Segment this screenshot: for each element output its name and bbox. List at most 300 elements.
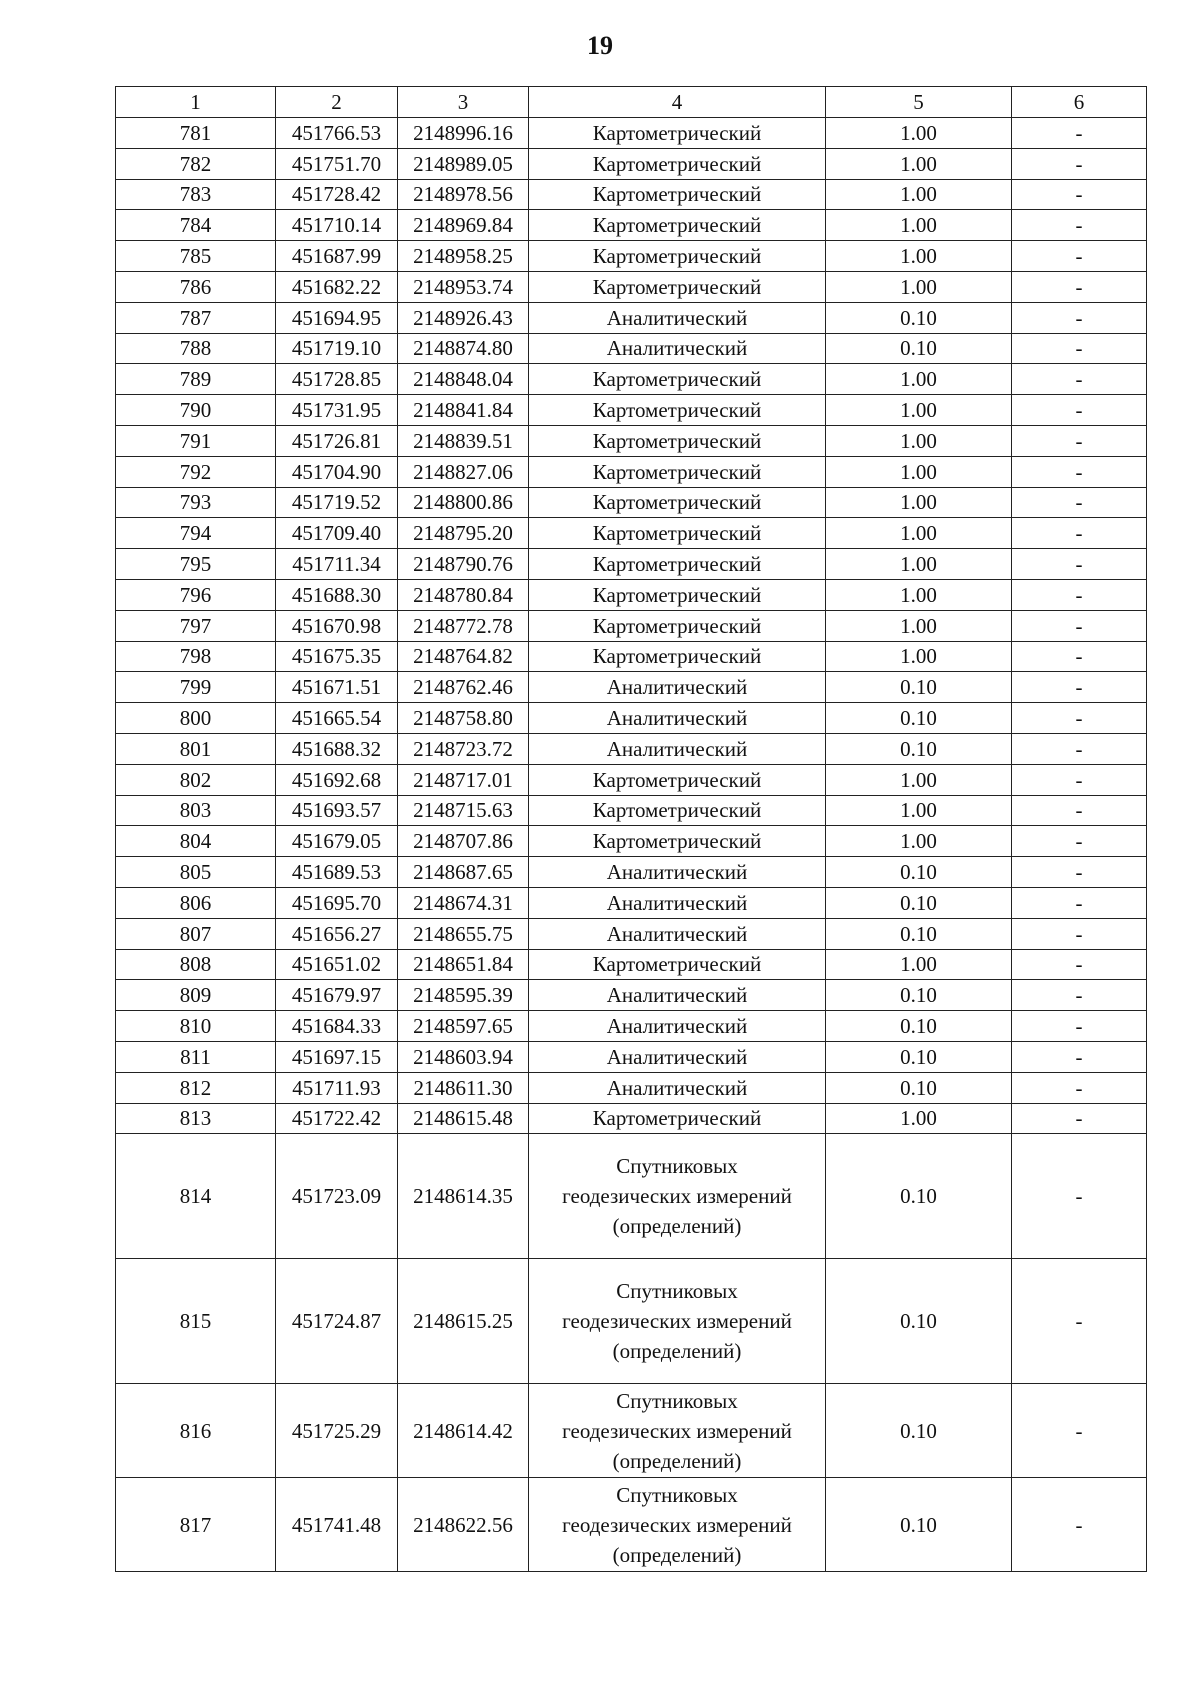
y-coordinate-cell: 2148953.74 [398,271,529,302]
point-number-cell: 812 [116,1072,276,1103]
x-coordinate-cell: 451710.14 [276,210,398,241]
note-cell: - [1012,1011,1147,1042]
method-line: геодезических измерений [562,1512,792,1537]
method-line: Картометрический [592,244,762,269]
method-line: Картометрический [592,274,762,299]
x-coordinate-cell: 451695.70 [276,887,398,918]
point-number-cell: 781 [116,118,276,149]
point-number-cell: 807 [116,918,276,949]
table-row [116,241,1147,272]
method-cell [529,148,826,179]
method-line: Картометрический [592,428,762,453]
method-cell [529,1384,826,1478]
method-line: Картометрический [592,582,762,607]
method-cell [529,549,826,580]
point-number-cell: 785 [116,241,276,272]
note-cell: - [1012,826,1147,857]
accuracy-cell: 1.00 [826,641,1012,672]
x-coordinate-cell: 451679.97 [276,980,398,1011]
accuracy-cell: 1.00 [826,179,1012,210]
method-line: Аналитический [606,860,748,885]
x-coordinate-cell: 451671.51 [276,672,398,703]
x-coordinate-cell: 451709.40 [276,518,398,549]
x-coordinate-cell: 451688.32 [276,733,398,764]
note-cell: - [1012,333,1147,364]
method-line: Картометрический [592,367,762,392]
accuracy-cell: 1.00 [826,1103,1012,1134]
y-coordinate-cell: 2148614.42 [398,1384,529,1478]
point-number-cell: 786 [116,271,276,302]
y-coordinate-cell: 2148717.01 [398,764,529,795]
method-cell [529,857,826,888]
x-coordinate-cell: 451675.35 [276,641,398,672]
table-row [116,826,1147,857]
point-number-cell: 817 [116,1478,276,1572]
accuracy-cell: 1.00 [826,271,1012,302]
point-number-cell: 813 [116,1103,276,1134]
method-line: Спутниковых [616,1482,738,1507]
method-line: Картометрический [592,552,762,577]
table-row [116,641,1147,672]
accuracy-cell: 0.10 [826,703,1012,734]
method-line: (определений) [612,1214,742,1239]
note-cell: - [1012,271,1147,302]
table-row [116,795,1147,826]
method-cell [529,1011,826,1042]
method-cell [529,764,826,795]
table-row [116,1103,1147,1134]
point-number-cell: 798 [116,641,276,672]
note-cell: - [1012,703,1147,734]
point-number-cell: 803 [116,795,276,826]
y-coordinate-cell: 2148969.84 [398,210,529,241]
method-line: Картометрический [592,120,762,145]
y-coordinate-cell: 2148795.20 [398,518,529,549]
x-coordinate-cell: 451679.05 [276,826,398,857]
accuracy-cell: 1.00 [826,610,1012,641]
note-cell: - [1012,795,1147,826]
note-cell: - [1012,1072,1147,1103]
method-cell [529,918,826,949]
table-row [116,764,1147,795]
method-cell [529,1259,826,1384]
note-cell: - [1012,949,1147,980]
y-coordinate-cell: 2148723.72 [398,733,529,764]
note-cell: - [1012,1103,1147,1134]
point-number-cell: 815 [116,1259,276,1384]
note-cell: - [1012,918,1147,949]
x-coordinate-cell: 451704.90 [276,456,398,487]
x-coordinate-cell: 451728.42 [276,179,398,210]
table-body [116,118,1147,1572]
method-cell [529,302,826,333]
accuracy-cell: 1.00 [826,364,1012,395]
table-row [116,980,1147,1011]
method-line: Аналитический [606,336,748,361]
table-row [116,395,1147,426]
method-line: (определений) [612,1448,742,1473]
table-row [116,302,1147,333]
method-line: Картометрический [592,398,762,423]
x-coordinate-cell: 451693.57 [276,795,398,826]
method-cell [529,703,826,734]
point-number-cell: 782 [116,148,276,179]
point-number-cell: 805 [116,857,276,888]
method-cell [529,333,826,364]
table-row [116,918,1147,949]
table-row [116,1259,1147,1384]
method-cell [529,826,826,857]
table-row [116,1041,1147,1072]
point-number-cell: 809 [116,980,276,1011]
table-row [116,733,1147,764]
accuracy-cell: 0.10 [826,1041,1012,1072]
table-row [116,1478,1147,1572]
method-cell [529,425,826,456]
table-row [116,887,1147,918]
x-coordinate-cell: 451725.29 [276,1384,398,1478]
y-coordinate-cell: 2148996.16 [398,118,529,149]
method-line: Картометрический [592,767,762,792]
point-number-cell: 795 [116,549,276,580]
point-number-cell: 799 [116,672,276,703]
x-coordinate-cell: 451731.95 [276,395,398,426]
note-cell: - [1012,610,1147,641]
method-cell [529,579,826,610]
note-cell: - [1012,1478,1147,1572]
method-line: Аналитический [606,1075,748,1100]
point-number-cell: 808 [116,949,276,980]
method-cell [529,241,826,272]
y-coordinate-cell: 2148848.04 [398,364,529,395]
table-row [116,1384,1147,1478]
table-row [116,210,1147,241]
header-col-5: 5 [826,87,1012,118]
method-cell [529,980,826,1011]
point-number-cell: 811 [116,1041,276,1072]
y-coordinate-cell: 2148772.78 [398,610,529,641]
y-coordinate-cell: 2148841.84 [398,395,529,426]
y-coordinate-cell: 2148597.65 [398,1011,529,1042]
note-cell: - [1012,733,1147,764]
method-line: Картометрический [592,644,762,669]
method-cell [529,949,826,980]
x-coordinate-cell: 451688.30 [276,579,398,610]
y-coordinate-cell: 2148978.56 [398,179,529,210]
method-cell [529,672,826,703]
y-coordinate-cell: 2148655.75 [398,918,529,949]
x-coordinate-cell: 451741.48 [276,1478,398,1572]
point-number-cell: 794 [116,518,276,549]
method-cell [529,1478,826,1572]
method-cell [529,179,826,210]
accuracy-cell: 0.10 [826,1011,1012,1042]
method-line: Спутниковых [616,1388,738,1413]
point-number-cell: 816 [116,1384,276,1478]
table-row [116,703,1147,734]
method-cell [529,1072,826,1103]
method-line: Картометрический [592,1106,762,1131]
y-coordinate-cell: 2148615.25 [398,1259,529,1384]
method-line: Аналитический [606,675,748,700]
table-row [116,456,1147,487]
y-coordinate-cell: 2148926.43 [398,302,529,333]
method-cell [529,1103,826,1134]
note-cell: - [1012,887,1147,918]
x-coordinate-cell: 451689.53 [276,857,398,888]
method-cell [529,641,826,672]
method-cell [529,1134,826,1259]
note-cell: - [1012,672,1147,703]
method-line: Аналитический [606,305,748,330]
table-row [116,1011,1147,1042]
header-row [116,87,1147,118]
note-cell: - [1012,1134,1147,1259]
y-coordinate-cell: 2148651.84 [398,949,529,980]
accuracy-cell: 0.10 [826,887,1012,918]
coordinates-table [115,86,1147,1572]
y-coordinate-cell: 2148595.39 [398,980,529,1011]
point-number-cell: 792 [116,456,276,487]
y-coordinate-cell: 2148874.80 [398,333,529,364]
accuracy-cell: 1.00 [826,241,1012,272]
x-coordinate-cell: 451687.99 [276,241,398,272]
point-number-cell: 801 [116,733,276,764]
accuracy-cell: 1.00 [826,395,1012,426]
y-coordinate-cell: 2148800.86 [398,487,529,518]
method-line: Картометрический [592,490,762,515]
point-number-cell: 791 [116,425,276,456]
method-cell [529,118,826,149]
note-cell: - [1012,395,1147,426]
note-cell: - [1012,118,1147,149]
x-coordinate-cell: 451670.98 [276,610,398,641]
note-cell: - [1012,302,1147,333]
accuracy-cell: 0.10 [826,1478,1012,1572]
x-coordinate-cell: 451682.22 [276,271,398,302]
method-cell [529,610,826,641]
x-coordinate-cell: 451724.87 [276,1259,398,1384]
x-coordinate-cell: 451726.81 [276,425,398,456]
y-coordinate-cell: 2148958.25 [398,241,529,272]
table-row [116,949,1147,980]
point-number-cell: 810 [116,1011,276,1042]
point-number-cell: 789 [116,364,276,395]
note-cell: - [1012,148,1147,179]
method-cell [529,518,826,549]
y-coordinate-cell: 2148839.51 [398,425,529,456]
note-cell: - [1012,1384,1147,1478]
x-coordinate-cell: 451697.15 [276,1041,398,1072]
point-number-cell: 804 [116,826,276,857]
method-line: (определений) [612,1339,742,1364]
method-line: Аналитический [606,736,748,761]
table-row [116,549,1147,580]
note-cell: - [1012,425,1147,456]
note-cell: - [1012,857,1147,888]
table-row [116,1072,1147,1103]
accuracy-cell: 1.00 [826,795,1012,826]
method-cell [529,795,826,826]
x-coordinate-cell: 451694.95 [276,302,398,333]
y-coordinate-cell: 2148674.31 [398,887,529,918]
y-coordinate-cell: 2148989.05 [398,148,529,179]
method-cell [529,395,826,426]
note-cell: - [1012,456,1147,487]
method-line: геодезических измерений [562,1184,792,1209]
y-coordinate-cell: 2148687.65 [398,857,529,888]
table-row [116,1134,1147,1259]
table-row [116,179,1147,210]
point-number-cell: 796 [116,579,276,610]
y-coordinate-cell: 2148611.30 [398,1072,529,1103]
table-row [116,118,1147,149]
point-number-cell: 787 [116,302,276,333]
header-col-2: 2 [276,87,398,118]
note-cell: - [1012,364,1147,395]
point-number-cell: 784 [116,210,276,241]
note-cell: - [1012,1041,1147,1072]
accuracy-cell: 1.00 [826,518,1012,549]
accuracy-cell: 1.00 [826,148,1012,179]
note-cell: - [1012,641,1147,672]
accuracy-cell: 0.10 [826,333,1012,364]
accuracy-cell: 1.00 [826,210,1012,241]
y-coordinate-cell: 2148764.82 [398,641,529,672]
accuracy-cell: 0.10 [826,857,1012,888]
accuracy-cell: 1.00 [826,549,1012,580]
table-row [116,857,1147,888]
accuracy-cell: 0.10 [826,1072,1012,1103]
method-line: Картометрический [592,459,762,484]
table-row [116,672,1147,703]
header-col-4: 4 [529,87,826,118]
note-cell: - [1012,549,1147,580]
method-cell [529,456,826,487]
y-coordinate-cell: 2148758.80 [398,703,529,734]
point-number-cell: 790 [116,395,276,426]
y-coordinate-cell: 2148603.94 [398,1041,529,1072]
accuracy-cell: 1.00 [826,826,1012,857]
table-row [116,579,1147,610]
table-row [116,487,1147,518]
accuracy-cell: 0.10 [826,302,1012,333]
page-number: 19 [587,31,613,60]
point-number-cell: 788 [116,333,276,364]
point-number-cell: 797 [116,610,276,641]
point-number-cell: 800 [116,703,276,734]
point-number-cell: 814 [116,1134,276,1259]
x-coordinate-cell: 451719.10 [276,333,398,364]
x-coordinate-cell: 451656.27 [276,918,398,949]
table-row [116,518,1147,549]
x-coordinate-cell: 451751.70 [276,148,398,179]
x-coordinate-cell: 451723.09 [276,1134,398,1259]
method-line: Аналитический [606,983,748,1008]
accuracy-cell: 0.10 [826,918,1012,949]
table-row [116,148,1147,179]
method-line: Аналитический [606,706,748,731]
header-col-1: 1 [116,87,276,118]
accuracy-cell: 0.10 [826,1384,1012,1478]
note-cell: - [1012,1259,1147,1384]
y-coordinate-cell: 2148707.86 [398,826,529,857]
x-coordinate-cell: 451728.85 [276,364,398,395]
accuracy-cell: 0.10 [826,980,1012,1011]
point-number-cell: 806 [116,887,276,918]
accuracy-cell: 1.00 [826,579,1012,610]
method-line: Картометрический [592,798,762,823]
x-coordinate-cell: 451711.34 [276,549,398,580]
method-line: Картометрический [592,613,762,638]
method-line: Картометрический [592,182,762,207]
note-cell: - [1012,518,1147,549]
method-line: Картометрический [592,952,762,977]
note-cell: - [1012,241,1147,272]
method-line: геодезических измерений [562,1309,792,1334]
header-col-6: 6 [1012,87,1147,118]
method-cell [529,887,826,918]
y-coordinate-cell: 2148762.46 [398,672,529,703]
x-coordinate-cell: 451665.54 [276,703,398,734]
method-cell [529,1041,826,1072]
method-cell [529,210,826,241]
method-line: геодезических измерений [562,1418,792,1443]
table-header [116,87,1147,118]
y-coordinate-cell: 2148827.06 [398,456,529,487]
y-coordinate-cell: 2148622.56 [398,1478,529,1572]
y-coordinate-cell: 2148780.84 [398,579,529,610]
method-line: Аналитический [606,921,748,946]
method-line: Картометрический [592,213,762,238]
x-coordinate-cell: 451719.52 [276,487,398,518]
point-number-cell: 783 [116,179,276,210]
method-line: (определений) [612,1542,742,1567]
accuracy-cell: 1.00 [826,487,1012,518]
y-coordinate-cell: 2148615.48 [398,1103,529,1134]
method-line: Спутниковых [616,1154,738,1179]
accuracy-cell: 1.00 [826,456,1012,487]
note-cell: - [1012,579,1147,610]
note-cell: - [1012,210,1147,241]
y-coordinate-cell: 2148715.63 [398,795,529,826]
table-row [116,425,1147,456]
x-coordinate-cell: 451766.53 [276,118,398,149]
x-coordinate-cell: 451651.02 [276,949,398,980]
x-coordinate-cell: 451722.42 [276,1103,398,1134]
accuracy-cell: 0.10 [826,1134,1012,1259]
table-row [116,271,1147,302]
method-line: Картометрический [592,521,762,546]
note-cell: - [1012,764,1147,795]
note-cell: - [1012,179,1147,210]
point-number-cell: 802 [116,764,276,795]
header-col-3: 3 [398,87,529,118]
accuracy-cell: 1.00 [826,425,1012,456]
table-row [116,364,1147,395]
accuracy-cell: 1.00 [826,764,1012,795]
method-cell [529,733,826,764]
table-row [116,610,1147,641]
x-coordinate-cell: 451684.33 [276,1011,398,1042]
x-coordinate-cell: 451692.68 [276,764,398,795]
accuracy-cell: 0.10 [826,733,1012,764]
x-coordinate-cell: 451711.93 [276,1072,398,1103]
method-cell [529,364,826,395]
accuracy-cell: 0.10 [826,1259,1012,1384]
note-cell: - [1012,487,1147,518]
method-line: Аналитический [606,890,748,915]
